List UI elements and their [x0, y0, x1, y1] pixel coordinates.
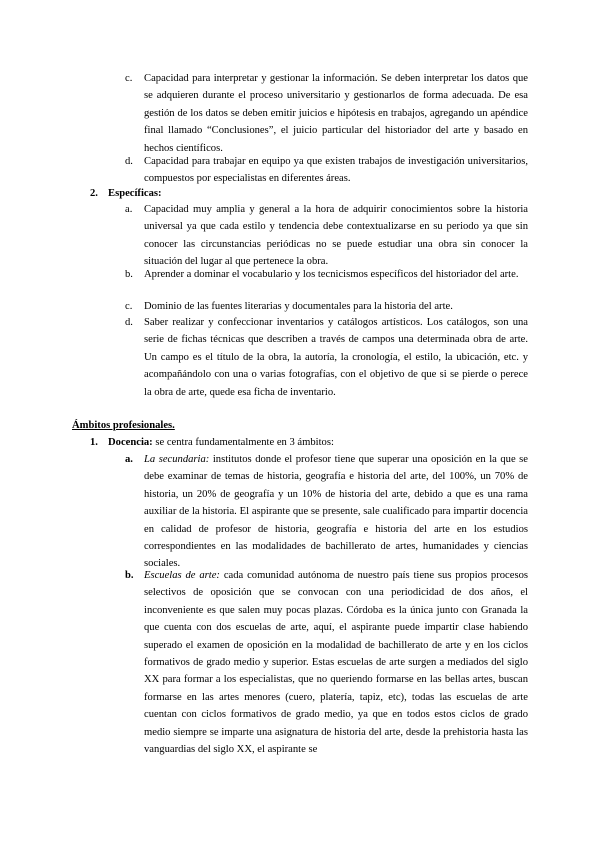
list-marker: a. [125, 204, 133, 215]
list-marker: b. [125, 269, 133, 280]
intro-text: se centra fundamentalmente en 3 ámbitos: [152, 437, 334, 448]
section-number: 2. [90, 188, 98, 199]
list-marker: a. [125, 454, 133, 465]
section-title: Específicas: [108, 188, 162, 199]
list-item: Dominio de las fuentes literarias y documentales para la historia del arte. [144, 301, 453, 312]
section-number: 1. [90, 437, 98, 448]
list-marker: c. [125, 73, 133, 84]
item-text: institutos donde el profesor tiene que superar una oposición en la que se debe examinar de temas de historia, geografía e historia del arte, del 100%, un 70% de historia, un 20% de geografía y un 10% de historia del arte, debido a que es una rama auxiliar de la historia. El aspirante que se presente, sale cualificado para impartir docencia en calidad de profesor de historia, geografía e historia del arte en los estudios correspondientes en las modalidades de bachillerato de artes, humanidades y ciencias sociales. [144, 454, 528, 570]
item-label: Escuelas de arte: [144, 570, 220, 581]
list-marker: c. [125, 301, 133, 312]
item-text: cada comunidad autónoma de nuestro país tiene sus propios procesos selectivos de oposición que se convocan con una periodicidad de dos años, el inconveniente es que salen muy pocas plazas. Córdoba es la única junto con Granada la que cuenta con dos escuelas de arte, aquí, el aspirante puede impartir clase habiendo superado el examen de oposición en la modalidad de bachillerato de arte y en los ciclos formativos de grado medio y superior. Estas escuelas de arte surgen a mediados del siglo XX para formar a los especialistas, que no queriendo formarse en las bellas artes, buscan formarse en las artes menores (cuero, platería, tapiz, etc), todas las escuelas de arte cuentan con ciclos formativos de grado medio, ya que en todos estos ciclos de grado medio siempre se imparte una asignatura de historia del arte, desde la prehistoria hasta las vanguardias del siglo XX, el aspirante se [144, 570, 529, 756]
list-item: Capacidad para interpretar y gestionar la información. Se deben interpretar los datos que se adquieren durante el proceso universitario y gestionarlos de forma adecuada. De esa gestión de los datos se deben emitir juicios e hipótesis en trabajos, agregando un apéndice final llamado “Conclusiones”, el juicio particular del historiador del arte y basado en hechos científicos. [144, 73, 528, 154]
list-item: Capacidad muy amplia y general a la hora de adquirir conocimientos sobre la historia universal ya que cada estilo y tendencia debe contextualizarse en su periodo ya que sin conocer las circunstancias periódicas no se puede estudiar una obra sin conocer la situación del lugar al que pertenece la obra. [144, 204, 528, 268]
list-item [144, 451, 528, 573]
item-label: La secundaria: [144, 454, 210, 465]
section-title: Docencia: [108, 437, 153, 448]
list-marker: b. [125, 570, 134, 581]
docencia-intro [108, 434, 528, 451]
list-marker: d. [125, 156, 133, 167]
section-heading: Ámbitos profesionales. [72, 420, 175, 431]
list-item: Aprender a dominar el vocabulario y los tecnicismos específicos del historiador del arte. [144, 269, 519, 280]
list-item: Capacidad para trabajar en equipo ya que existen trabajos de investigación universitarios, compuestos por especialistas en diferentes áreas. [144, 156, 528, 185]
list-item: Saber realizar y confeccionar inventarios y catálogos artísticos. Los catálogos, son una serie de fichas técnicas que describen a través de campos una determinada obra de arte. Un campo es el título de la obra, la autoría, la cronología, el estilo, la ubicación, etc. y acompañándolo con una o varias fotografías, con el objetivo de que si se pierde o perece la obra de arte, quede esa ficha de inventario. [144, 317, 528, 398]
list-item [144, 567, 528, 758]
list-marker: d. [125, 317, 133, 328]
